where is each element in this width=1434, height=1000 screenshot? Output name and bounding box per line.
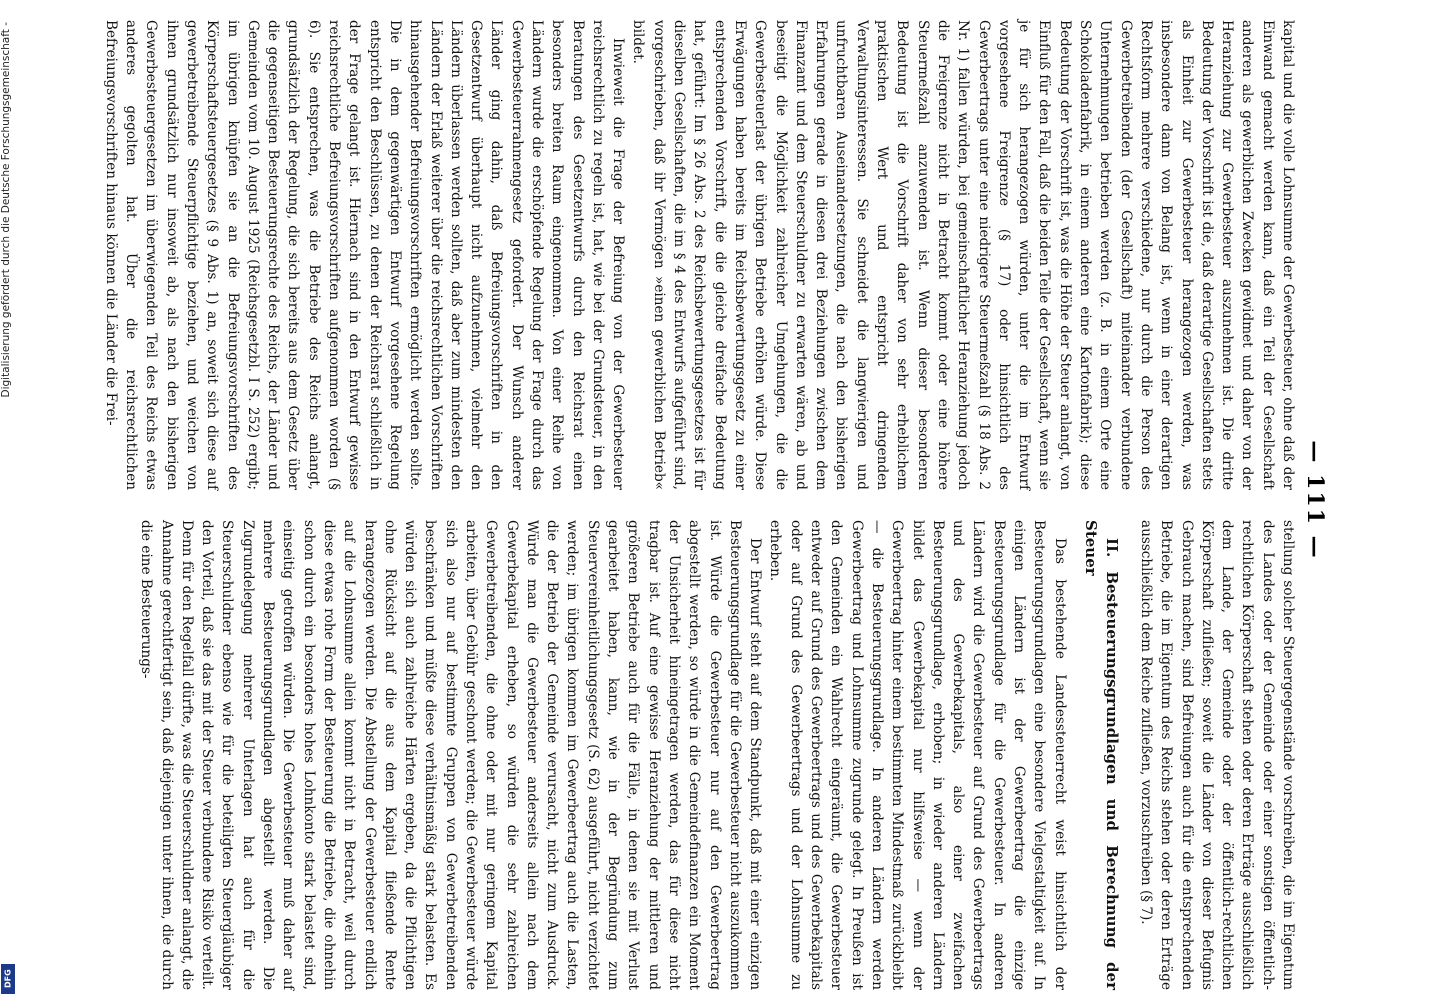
section-heading: II. Besteuerungsgrundlagen und Berechnung der Steuer (1081, 520, 1121, 990)
scanned-page (98, 0, 1328, 1000)
paragraph: stellung solcher Steuergegenstände vorschreiben, die im Eigentum des Landes oder der Gemeinde oder einer sonstigen öffentlich-rechtlichen Körperschaft stehen oder deren Erträge ausschließlich dem Lande, der Gemeinde oder der öffentlich-rechtlichen Körperschaft zufließen; soweit die Länder von dieser Befugnis Gebrauch machen, sind Befreiungen auch für die entsprechenden Betriebe, die im Eigentum des Reichs stehen oder deren Erträge ausschließlich dem Reiche zufließen, vorzuschreiben (§ 7). (1137, 520, 1296, 990)
paragraph: Das bestehende Landessteuerrecht weist hinsichtlich der Besteuerungsgrundlagen eine besondere Vielgestaltigkeit auf. In einigen Ländern ist der Gewerbeertrag die einzige Besteuerungsgrundlage für die Gewerbesteuer. In anderen Ländern wird die Gewerbesteuer auf Grund des Gewerbeertrags und des Gewerbekapitals, also einer zweifachen Besteuerungsgrundlage, erhoben; in wieder anderen Ländern bildet das Gewerbekapital nur hilfsweise — wenn der Gewerbeertrag hinter einem bestimmten Mindestmaß zurückbleibt — die Besteuerungsgrundlage. In anderen Ländern werden Gewerbeertrag und Lohnsumme zugrunde gelegt. In Preußen ist den Gemeinden ein Wahlrecht eingeräumt, die Gewerbesteuer entweder auf Grund des Gewerbeertrags und des Gewerbekapitals oder auf Grund des Gewerbeertrags und der Lohnsumme zu erheben. (767, 520, 1068, 990)
credit-text: Digitalisierung gefördert durch die Deutsche Forschungsgemeinschaft - (0, 22, 12, 398)
right-column (136, 520, 1298, 990)
paragraph: kapital und die volle Lohnsumme der Gewerbesteuer, ohne daß der Einwand gemacht werden kann, daß ein Teil der Gesellschaft anderen als gewerblichen Zwecken gewidmet und daher von der Heranziehung zur Gewerbesteuer auszunehmen ist. Die dritte Bedeutung der Vorschrift ist die, daß derartige Gesellschaften stets als Einheit zur Gewerbesteuer herangezogen werden, was insbesondere dann von Belang ist, wenn in einer derartigen Rechtsform mehrere verschiedene, nur durch die Person des Gewerbetreibenden (der Gesellschaft) miteinander verbundene Unternehmungen betrieben werden (z. B. in einem Orte eine Schokoladenfabrik, in einem anderen eine Kartonfabrik); diese Bedeutung der Vorschrift ist, was die Höhe der Steuer anlangt, von Einfluß für den Fall, daß die beiden Teile der Gesellschaft, wenn sie je für sich herangezogen würden, unter die im Entwurf vorgesehene Freigrenze (§ 17) oder hinsichtlich des Gewerbeertrags unter eine niedrigere Steuermeßzahl (§ 18 Abs. 2 Nr. 1) fallen würden, bei gemeinschaftlicher Heranziehung jedoch die Freigrenze nicht in Betracht kommt oder eine höhere Steuermeßzahl anzuwenden ist. Wenn dieser besonderen Bedeutung ist die Vorschrift daher von sehr erheblichem praktischen Wert und entspricht dringenden Verwaltungsinteressen. Sie schneidet die langwierigen und unfruchtbaren Auseinandersetzungen, die nach den bisherigen Erfahrungen gerade in diesen drei Beziehungen zwischen dem Finanzamt und dem Steuerschuldner zu erwarten wären, ab und beseitigt die Möglichkeit zahlreicher Umgehungen, die die Gewerbesteuerlast der übrigen Betriebe erhöhen würde. Diese Erwägungen haben bereits im Reichsbewertungsgesetz zu einer entsprechenden Vorschrift, die die gleiche dreifache Bedeutung hat, geführt: Im § 26 Abs. 2 des Reichsbewertungsgesetzes ist für dieselben Gesellschaften, die im § 4 des Entwurfs aufgeführt sind, vorgeschrieben, daß ihr Vermögen »einen gewerblichen Betrieb« bildet. (630, 20, 1296, 490)
digitization-credit (0, 0, 16, 1000)
paragraph: Der Entwurf steht auf dem Standpunkt, daß mit einer einzigen Besteuerungsgrundlage für die Gewerbesteuer nicht auszukommen ist. Würde die Gewerbesteuer nur auf den Gewerbeertrag abgestellt werden, so würde in die Gemeindefinanzen ein Moment der Unsicherheit hineingetragen werden, das für diese nicht tragbar ist. Auf eine gewisse Heranziehung der mittleren und größeren Betriebe auch für die Fälle, in denen sie mit Verlust gearbeitet haben, kann, wie in der Begründung zum Steuervereinheitlichungsgesetz (S. 62) ausgeführt, nicht verzichtet werden; im übrigen kommen im Gewerbeertrag auch die Lasten, die der Betrieb der Gemeinde verursacht, nicht zum Ausdruck. Würde man die Gewerbesteuer anderseits allein nach dem Gewerbekapital erheben, so würden die sehr zahlreichen Gewerbetreibenden, die ohne oder mit nur geringem Kapital arbeiten, über Gebühr geschont werden; die Gewerbesteuer würde sich also nur auf bestimmte Gruppen von Gewerbetreibenden beschränken und müßte diese verhältnismäßig stark belasten. Es würden sich auch zahlreiche Härten ergeben, da die Pflichtigen ohne Rücksicht auf die aus dem Kapital fließende Rente herangezogen werden. Die Abstellung der Gewerbesteuer endlich auf die Lohnsumme allein kommt nicht in Betracht, weil durch diese etwas rohe Form der Besteuerung die Betriebe, die ohnehin schon durch ein besonders hohes Lohnkonto stark belastet sind, einseitig getroffen würden. Die Gewerbesteuer muß daher auf mehrere Besteuerungsgrundlagen abgestellt werden. Die Zugrundelegung mehrerer Unterlagen hat auch für die Steuerschuldner ebenso wie für die beteiligten Steuergläubiger den Vorteil, daß sie das mit der Steuer verbundene Risiko verteilt. Denn für den Regelfall dürfte, was die Steuerschuldner anlangt, die Annahme gerechtfertigt sein, daß diejenigen unter ihnen, die durch die eine Besteuerungs- (138, 520, 764, 990)
paragraph: Inwieweit die Frage der Befreiung von der Gewerbesteuer reichsrechtlich zu regeln ist, hat, wie bei der Grundsteuer, in den Beratungen des Gesetzentwurfs durch den Reichsrat einen besonders breiten Raum eingenommen. Von einer Reihe von Ländern wurde die erschöpfende Regelung der Frage durch das Gewerbesteuerrahmengesetz gefordert. Der Wunsch anderer Länder ging dahin, daß Befreiungsvorschriften in den Gesetzentwurf überhaupt nicht aufzunehmen, vielmehr den Ländern überlassen werden sollten, daß aber zum mindesten den Ländern der Erlaß weiterer über die reichsrechtlichen Vorschriften hinausgehender Befreiungsvorschriften ermöglicht werden sollte. Die in dem gegenwärtigen Entwurf vorgesehene Regelung entspricht den Beschlüssen, zu denen der Reichsrat schließlich in der Frage gelangt ist. Hiernach sind in den Entwurf gewisse reichsrechtliche Befreiungsvorschriften aufgenommen worden (§ 6). Sie entsprechen, was die Betriebe des Reichs anlangt, grundsätzlich der Regelung, die sich bereits aus dem Gesetz über die gegenseitigen Besteuerungsrechte des Reichs, der Länder und Gemeinden vom 10. August 1925 (Reichsgesetzbl. I S. 252) ergibt; im übrigen knüpfen sie an die Befreiungsvorschriften des Körperschaftsteuergesetzes (§ 9 Abs. 1) an, soweit sich diese auf gewerbetreibende Steuerpflichtige beziehen, und weichen von ihnen grundsätzlich nur insoweit ab, als nach den bisherigen Gewerbesteuergesetzen im überwiegenden Teil des Reichs etwas anderes gegolten hat. Über die reichsrechtlichen Befreiungsvorschriften hinaus können die Länder die Frei- (102, 20, 627, 490)
dfg-logo: DFG (1, 964, 15, 994)
page-number: — 111 — (1302, 440, 1328, 560)
left-column (100, 20, 1298, 490)
